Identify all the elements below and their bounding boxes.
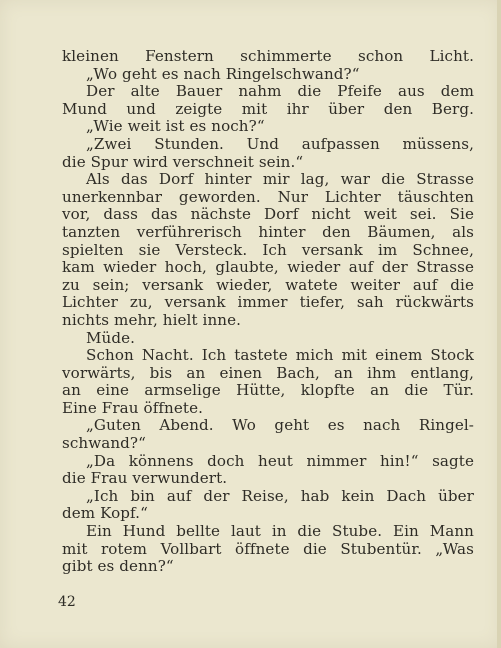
- page-number: 42: [58, 594, 76, 610]
- text-line: unerkennbar geworden. Nur Lichter täuschten: [62, 187, 474, 206]
- text-line: mit rotem Vollbart öffnete die Stubentür. „Was: [62, 539, 474, 558]
- text-line: kleinen Fenstern schimmerte schon Licht.: [62, 47, 474, 65]
- text-line: nichts mehr, hielt inne.: [62, 310, 242, 329]
- text-line: Als das Dorf hinter mir lag, war die Strasse: [86, 170, 474, 189]
- text-line: „Zwei Stunden. Und aufpassen müssens,: [86, 134, 474, 153]
- text-line: Ein Hund bellte laut in die Stube. Ein Mann: [86, 522, 474, 541]
- text-line: Der alte Bauer nahm die Pfeife aus dem: [86, 82, 474, 101]
- text-line: Müde.: [86, 328, 136, 347]
- text-line: an eine armselige Hütte, klopfte an die Tür.: [62, 381, 474, 400]
- text-line: „Ich bin auf der Reise, hab kein Dach über: [86, 486, 474, 505]
- text-line: „Guten Abend. Wo geht es nach Ringel-: [86, 416, 474, 435]
- text-line: dem Kopf.“: [62, 504, 148, 523]
- text-line: gibt es denn?“: [62, 557, 174, 576]
- text-line: die Spur wird verschneit sein.“: [62, 152, 304, 171]
- text-line: vor, dass das nächste Dorf nicht weit sei. Sie: [62, 205, 474, 224]
- text-line: „Wie weit ist es noch?“: [86, 117, 265, 136]
- body-text: [62, 48, 474, 576]
- text-line: „Da könnens doch heut nimmer hin!“ sagte: [86, 451, 474, 470]
- text-line: Schon Nacht. Ich tastete mich mit einem Stock: [86, 346, 474, 365]
- text-line: schwand?“: [62, 434, 146, 453]
- text-line: Lichter zu, versank immer tiefer, sah rückwärts: [62, 293, 474, 312]
- text-line: zu sein; versank wieder, watete weiter auf die: [62, 275, 474, 294]
- text-line: Mund und zeigte mit ihr über den Berg.: [62, 99, 474, 118]
- page-edge: [497, 0, 501, 648]
- text-line: „Wo geht es nach Ringelschwand?“: [86, 64, 360, 83]
- text-line: die Frau verwundert.: [62, 469, 228, 488]
- text-line: Eine Frau öffnete.: [62, 398, 204, 417]
- text-line: spielten sie Versteck. Ich versank im Schnee,: [62, 240, 474, 259]
- text-line: kam wieder hoch, glaubte, wieder auf der Strasse: [62, 258, 474, 277]
- text-line: vorwärts, bis an einen Bach, an ihm entlang,: [62, 363, 474, 382]
- text-line: tanzten verführerisch hinter den Bäumen, als: [62, 222, 474, 241]
